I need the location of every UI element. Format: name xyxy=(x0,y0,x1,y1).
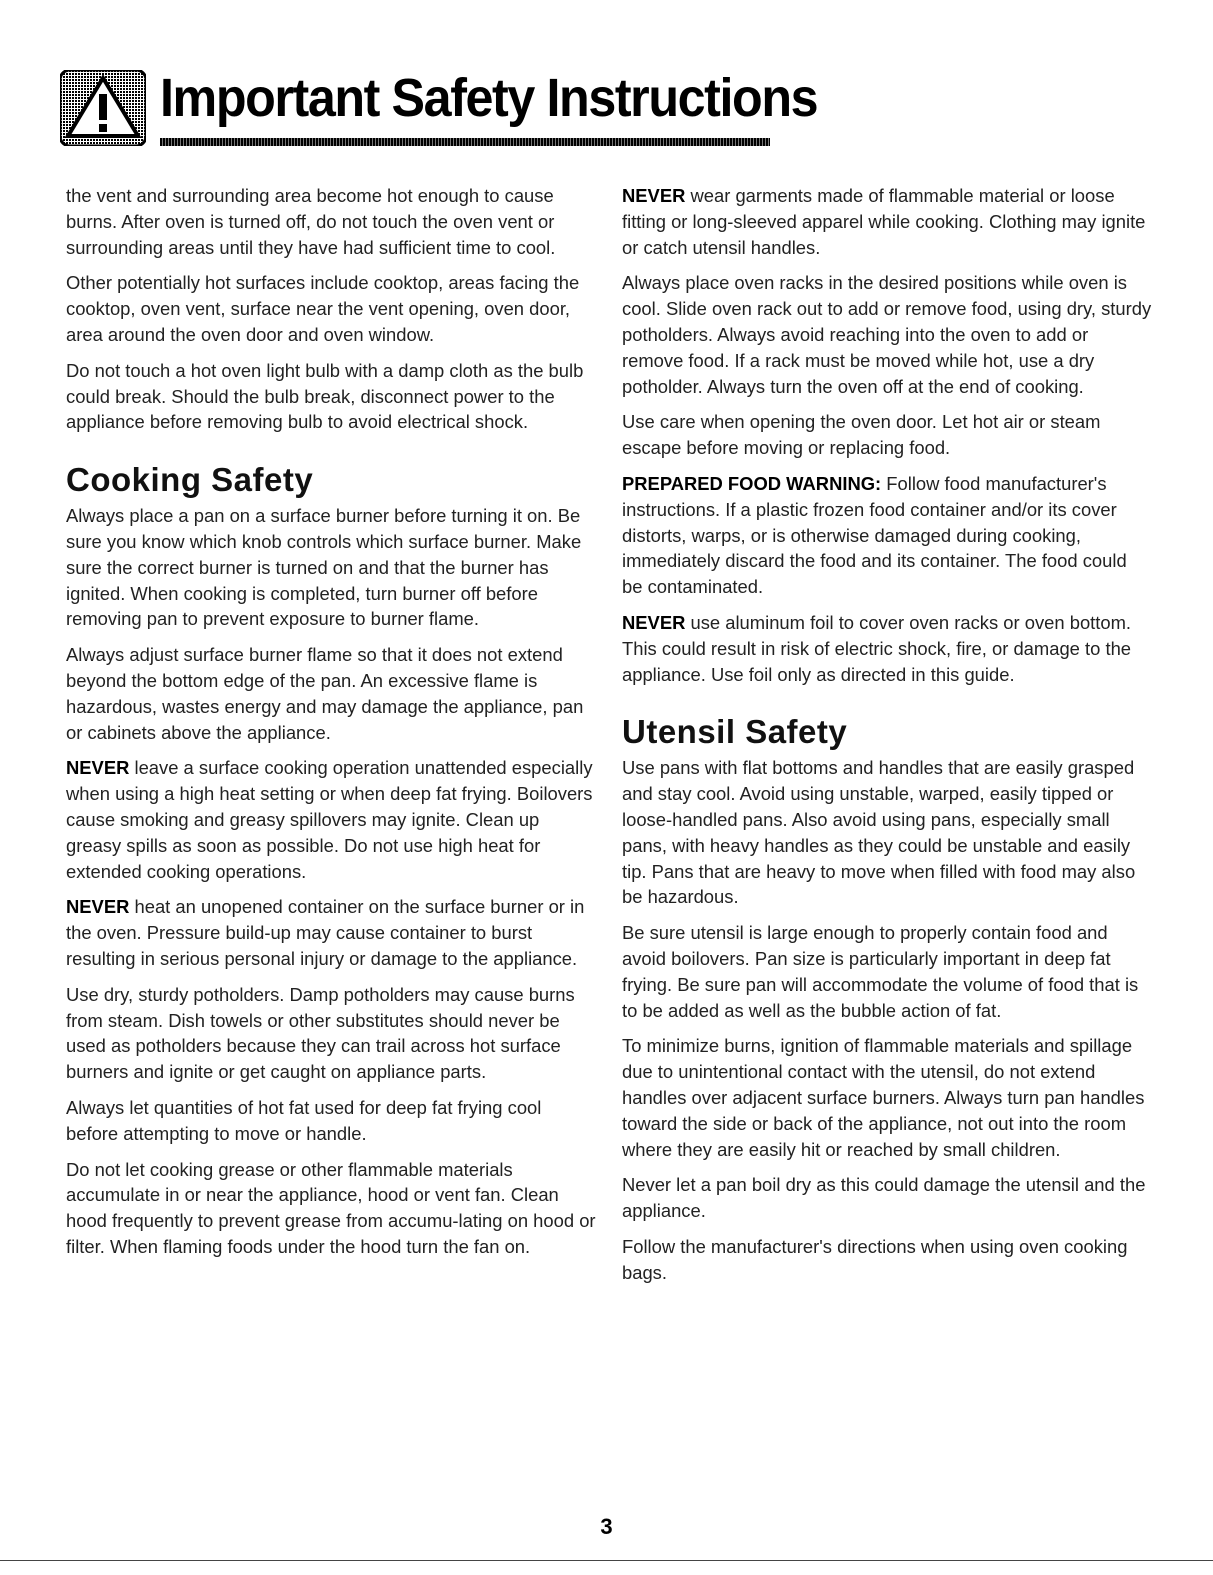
paragraph: Use pans with flat bottoms and handles that are easily grasped and stay cool. Avoid using unstable, warped, easily tipped or loose-handled pans. Also avoid using pans, especially small pans, with heavy handles as they could be unstable and easily tip. Pans that are heavy to move when filled with food may also be hazardous. xyxy=(622,757,1136,908)
paragraph: the vent and surrounding area become hot enough to cause burns. After oven is turned off, do not touch the oven vent or surrounding areas until they have had sufficient time to cool. xyxy=(66,185,556,258)
paragraph-text: leave a surface cooking operation unattended especially when using a high heat setting or when deep fat frying. Boilovers cause smoking and greasy spillovers may ignite. Clean up greasy spills as soon as possible. Do not use high heat for extended cooking operations. xyxy=(66,757,593,882)
title-underline xyxy=(160,138,770,146)
page-header xyxy=(60,60,818,160)
paragraph: Always adjust surface burner flame so that it does not extend beyond the bottom edge of the pan. An excessive flame is hazardous, wastes energy and may damage the appliance, pan or cabinets above the appliance. xyxy=(66,644,584,743)
paragraph: Never let a pan boil dry as this could damage the utensil and the appliance. xyxy=(622,1174,1146,1222)
paragraph: Other potentially hot surfaces include cooktop, areas facing the cooktop, oven vent, surface near the vent opening, oven door, area around the oven door and oven window. xyxy=(66,272,580,345)
never-keyword: NEVER xyxy=(622,185,686,206)
paragraph-text: heat an unopened container on the surface burner or in the oven. Pressure build-up may cause container to burst resulting in serious personal injury or damage to the appliance. xyxy=(66,896,585,969)
paragraph-text: use aluminum foil to cover oven racks or oven bottom. This could result in risk of electric shock, fire, or damage to the appliance. Use foil only as directed in this guide. xyxy=(622,611,1132,685)
paragraph: Be sure utensil is large enough to properly contain food and avoid boilovers. Pan size is particularly important in deep fat frying. Be sure pan will accommodate the volume of food that is to be added as well as the bubble action of fat. xyxy=(622,922,1139,1021)
paragraph xyxy=(622,610,1152,687)
never-keyword: NEVER xyxy=(66,757,130,779)
paragraph: Always let quantities of hot fat used for deep fat frying cool before attempting to move or handle. xyxy=(66,1096,542,1144)
paragraph xyxy=(622,183,1152,260)
paragraph xyxy=(622,471,1152,600)
page-number: 3 xyxy=(600,1514,613,1539)
section-heading-utensil-safety: Utensil Safety xyxy=(622,713,848,751)
paragraph: To minimize burns, ignition of flammable materials and spillage due to unintentional contact with the utensil, do not extend handles over adjacent surface burners. Always turn pan handles toward the side or back of the appliance, not out into the room where they are easily hit or reached by small children. xyxy=(622,1035,1145,1160)
paragraph-text: Follow food manufacturer's instructions. If a plastic frozen food container and/or its cover distorts, warps, or is otherwise damaged during cooking, immediately discard the food and its container. The food could be contaminated. xyxy=(622,472,1127,598)
paragraph xyxy=(66,894,596,971)
prepared-food-warning-keyword: PREPARED FOOD WARNING: xyxy=(622,472,882,494)
paragraph: Always place a pan on a surface burner before turning it on. Be sure you know which knob controls which surface burner. Make sure the correct burner is turned on and that the burner has ignited. When cooking is completed, turn burner off before removing pan to prevent exposure to burner flame. xyxy=(66,505,582,630)
warning-triangle-icon xyxy=(60,70,146,146)
left-column xyxy=(66,183,596,1270)
paragraph: Follow the manufacturer's directions when using oven cooking bags. xyxy=(622,1235,1128,1283)
paragraph: Do not touch a hot oven light bulb with a damp cloth as the bulb could break. Should the bulb break, disconnect power to the appliance before removing bulb to avoid electrical shock. xyxy=(66,359,584,433)
paragraph-text: wear garments made of flammable material or loose fitting or long-sleeved apparel while cooking. Clothing may ignite or catch utensil handles. xyxy=(622,185,1146,258)
paragraph: Always place oven racks in the desired positions while oven is cool. Slide oven rack out to add or remove food, using dry, sturdy potholders. Always avoid reaching into the oven to add or remove food. If a rack must be moved while hot, use a dry potholder. Always turn the oven off at the end of cooking. xyxy=(622,272,1152,397)
right-column xyxy=(622,183,1152,1295)
never-keyword: NEVER xyxy=(66,896,130,918)
page-title: Important Safety Instructions xyxy=(160,68,818,128)
paragraph: Use dry, sturdy potholders. Damp potholders may cause burns from steam. Dish towels or other substitutes should never be used as potholders because they can trail across hot surface burners and ignite or get caught on appliance parts. xyxy=(66,983,575,1083)
paragraph: Use care when opening the oven door. Let hot air or steam escape before moving or replacing food. xyxy=(622,411,1101,459)
section-heading-cooking-safety: Cooking Safety xyxy=(66,461,314,499)
paragraph xyxy=(66,755,596,884)
never-keyword: NEVER xyxy=(622,611,686,633)
paragraph: Do not let cooking grease or other flammable materials accumulate in or near the appliance, hood or vent fan. Clean hood frequently to prevent grease from accumu-lating on hood or filter. When flaming foods under the hood turn the fan on. xyxy=(66,1158,596,1257)
bottom-divider xyxy=(0,1560,1213,1561)
